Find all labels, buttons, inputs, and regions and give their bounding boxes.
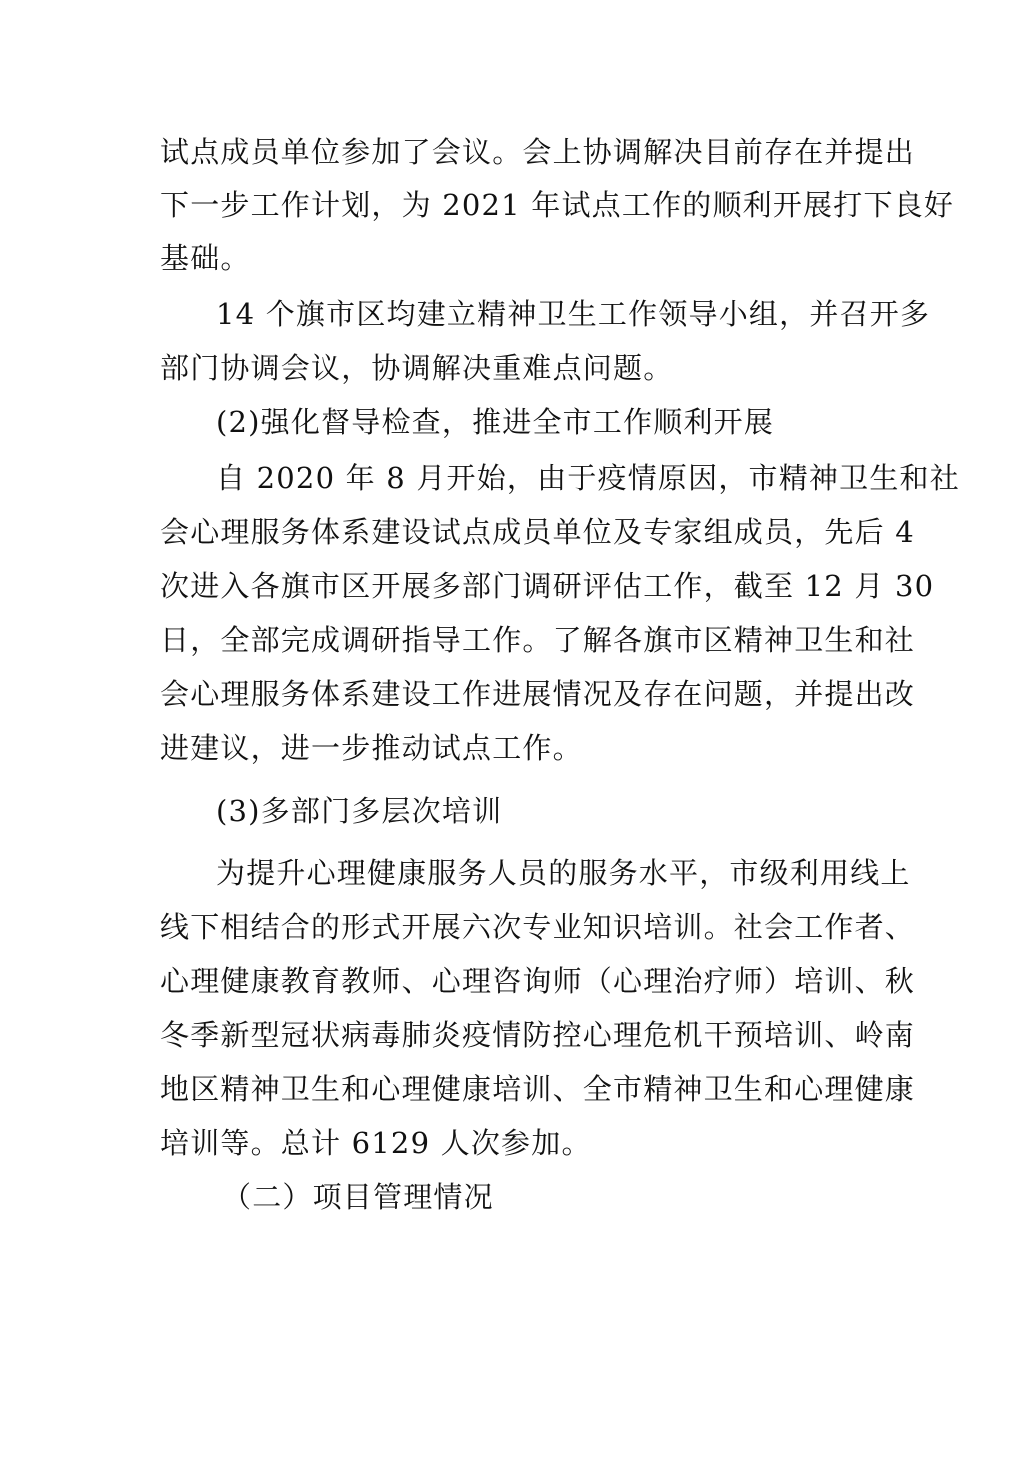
paragraph-1-line-2: 下一步工作计划，为 2021 年试点工作的顺利开展打下良好: [160, 188, 955, 222]
subheading-2: (2)强化督导检查，推进全市工作顺利开展: [216, 405, 775, 439]
paragraph-4-line-3: 心理健康教育教师、心理咨询师（心理治疗师）培训、秋: [160, 964, 916, 998]
paragraph-3-line-5: 会心理服务体系建设工作进展情况及存在问题，并提出改: [160, 677, 916, 711]
paragraph-1-line-1: 试点成员单位参加了会议。会上协调解决目前存在并提出: [160, 135, 916, 169]
section-heading-2: （二）项目管理情况: [222, 1180, 494, 1214]
paragraph-2-line-1: 14 个旗市区均建立精神卫生工作领导小组，并召开多: [216, 297, 931, 331]
paragraph-4-line-6: 培训等。总计 6129 人次参加。: [160, 1126, 592, 1160]
paragraph-3-line-1: 自 2020 年 8 月开始，由于疫情原因，市精神卫生和社: [216, 461, 960, 495]
paragraph-4-line-4: 冬季新型冠状病毒肺炎疫情防控心理危机干预培训、岭南: [160, 1018, 916, 1052]
paragraph-4-line-2: 线下相结合的形式开展六次专业知识培训。社会工作者、: [160, 910, 916, 944]
paragraph-3-line-4: 日，全部完成调研指导工作。了解各旗市区精神卫生和社: [160, 623, 916, 657]
subheading-3: (3)多部门多层次培训: [216, 794, 503, 828]
paragraph-2-line-2: 部门协调会议，协调解决重难点问题。: [160, 351, 674, 385]
paragraph-3-line-2: 会心理服务体系建设试点成员单位及专家组成员，先后 4: [160, 515, 915, 549]
paragraph-1-line-3: 基础。: [160, 241, 251, 275]
paragraph-4-line-1: 为提升心理健康服务人员的服务水平，市级利用线上: [216, 856, 911, 890]
paragraph-3-line-6: 进建议，进一步推动试点工作。: [160, 731, 583, 765]
paragraph-4-line-5: 地区精神卫生和心理健康培训、全市精神卫生和心理健康: [160, 1072, 916, 1106]
paragraph-3-line-3: 次进入各旗市区开展多部门调研评估工作，截至 12 月 30: [160, 569, 935, 603]
